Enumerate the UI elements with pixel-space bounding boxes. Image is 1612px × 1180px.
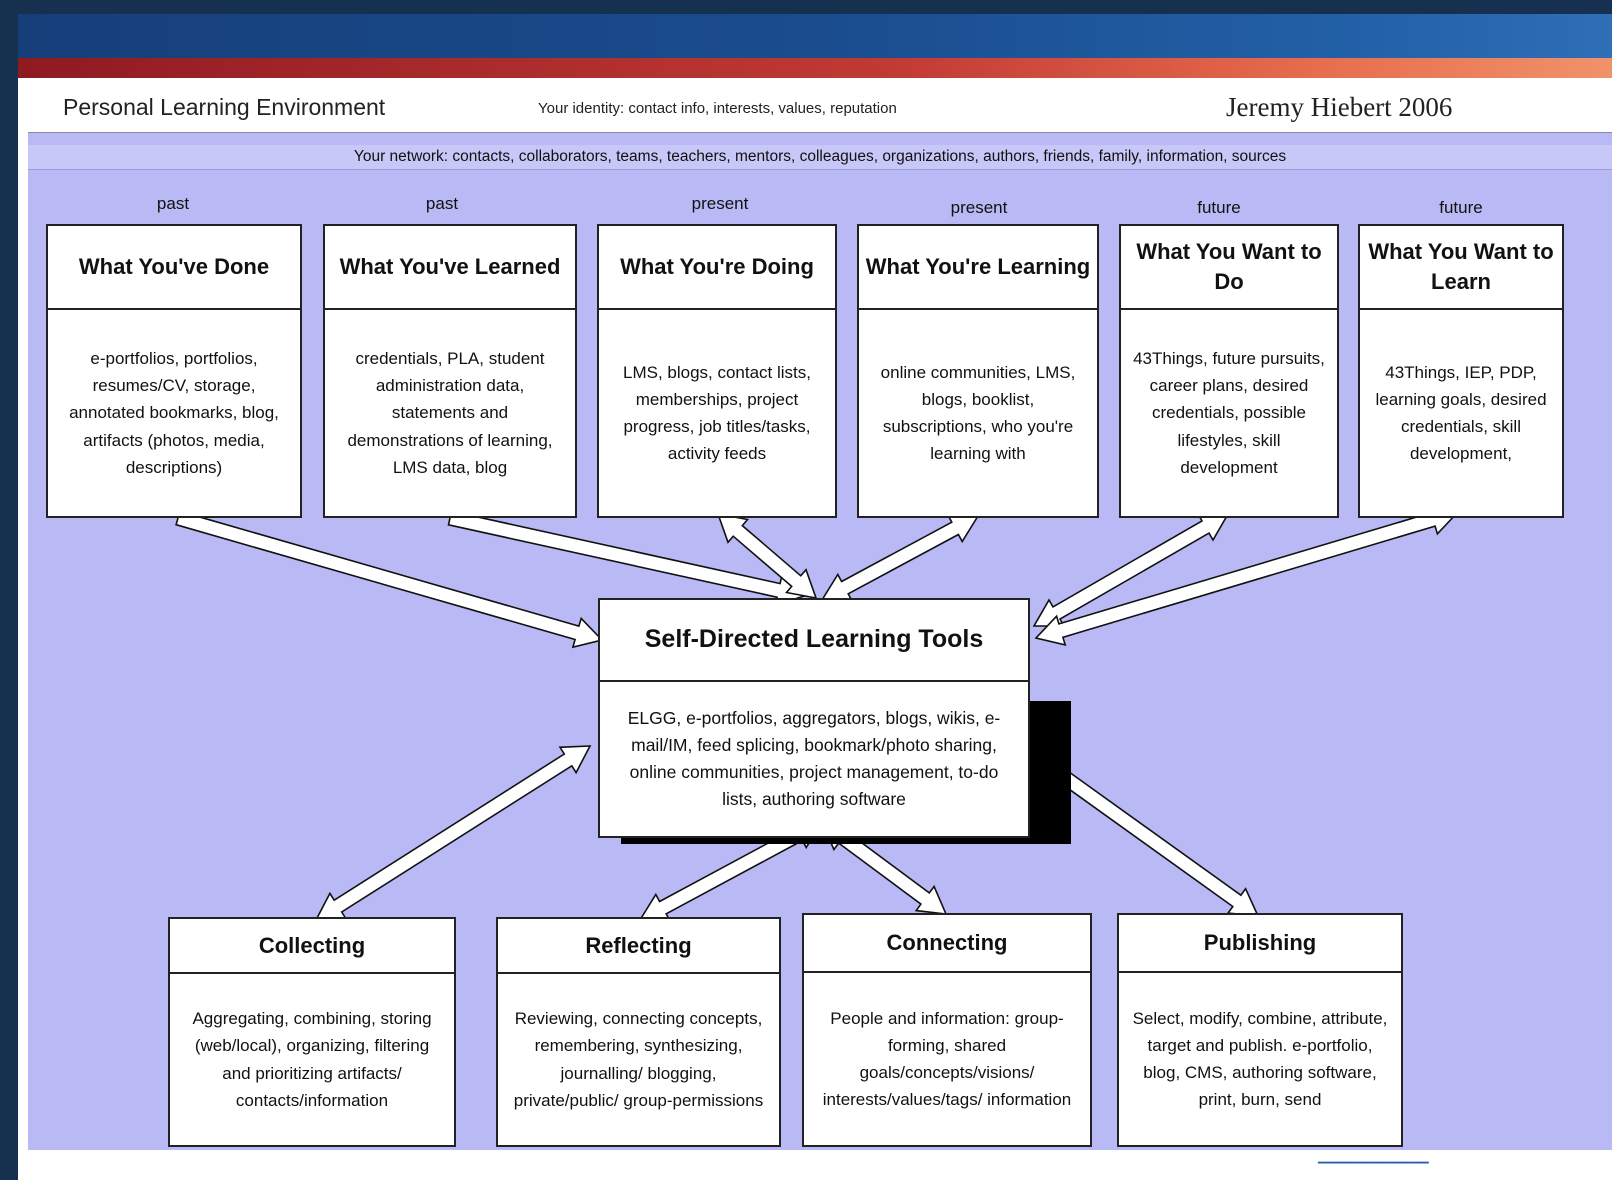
box-body: Select, modify, combine, attribute, target and publish. e-portfolio, blog, CMS, authoring software, print, burn, send	[1132, 1008, 1388, 1110]
box-body: credentials, PLA, student administration data, statements and demonstrations of learning, LMS data, blog	[347, 349, 553, 477]
box-connecting	[802, 913, 1092, 1147]
box-self-directed-learning-tools	[598, 598, 1030, 838]
box-what-youve-learned	[323, 224, 577, 518]
box-title: What You're Learning	[859, 226, 1097, 310]
phase-label-future: future	[1197, 198, 1241, 217]
slide-page	[18, 14, 1612, 1180]
phase-label-future: future	[1439, 198, 1483, 217]
box-reflecting	[496, 917, 781, 1147]
box-title: Self-Directed Learning Tools	[600, 600, 1028, 682]
box-title: What You've Done	[48, 226, 300, 310]
watermark-mark: ▔▔▔▔▔▔▔▔▔▔▔▔	[1318, 1162, 1429, 1176]
box-title: What You're Doing	[599, 226, 835, 310]
identity-label: Your identity: contact info, interests, values, reputation	[538, 100, 897, 117]
diagram-title: Personal Learning Environment	[63, 94, 386, 120]
network-label: Your network: contacts, collaborators, teams, teachers, mentors, colleagues, organizations, authors, friends, family, information, sources	[28, 145, 1612, 170]
box-body: Reviewing, connecting concepts, remembering, synthesizing, journalling/ blogging, private/public/ group-permissions	[513, 1009, 764, 1110]
box-title: What You Want to Do	[1121, 226, 1337, 310]
arrow-want-learn-tools	[1036, 505, 1458, 645]
phase-label-past: past	[156, 194, 190, 213]
box-what-youre-doing	[597, 224, 837, 518]
box-title: What You've Learned	[325, 226, 575, 310]
box-publishing	[1117, 913, 1403, 1147]
box-body: e-portfolios, portfolios, resumes/CV, storage, annotated bookmarks, blog, artifacts (photos, media, descriptions)	[69, 349, 279, 477]
box-body: 43Things, future pursuits, career plans, desired credentials, possible lifestyles, skill development	[1133, 349, 1325, 477]
box-title: Reflecting	[498, 919, 779, 974]
box-collecting	[168, 917, 456, 1147]
box-body: ELGG, e-portfolios, aggregators, blogs, wikis, e-mail/IM, feed splicing, bookmark/photo sharing, online communities, project management, to-do lists, authoring software	[627, 707, 1001, 810]
box-title: Collecting	[170, 919, 454, 974]
box-what-you-want-to-learn	[1358, 224, 1564, 518]
box-body: Aggregating, combining, storing (web/local), organizing, filtering and prioritizing artifacts/ contacts/information	[192, 1009, 432, 1110]
phase-label-past: past	[425, 194, 459, 213]
phase-label-present: present	[950, 198, 1008, 217]
author-credit: Jeremy Hiebert 2006	[1226, 92, 1453, 122]
box-body: LMS, blogs, contact lists, memberships, project progress, job titles/tasks, activity feeds	[622, 362, 812, 464]
box-title: What You Want to Learn	[1360, 226, 1562, 310]
box-body: People and information: group-forming, shared goals/concepts/visions/ interests/values/tags/ information	[822, 1008, 1072, 1110]
box-title: Connecting	[804, 915, 1090, 973]
arrow-tools-collecting	[316, 746, 590, 920]
phase-label-present: present	[691, 194, 749, 213]
box-what-you-want-to-do	[1119, 224, 1339, 518]
box-what-youre-learning	[857, 224, 1099, 518]
box-body: online communities, LMS, blogs, booklist, subscriptions, who you're learning with	[880, 362, 1076, 464]
arrow-learning-tools	[822, 515, 978, 601]
box-title: Publishing	[1119, 915, 1401, 973]
box-body: 43Things, IEP, PDP, learning goals, desired credentials, skill development,	[1375, 362, 1547, 464]
box-what-youve-done	[46, 224, 302, 518]
arrow-learned-to-tools	[449, 511, 805, 605]
